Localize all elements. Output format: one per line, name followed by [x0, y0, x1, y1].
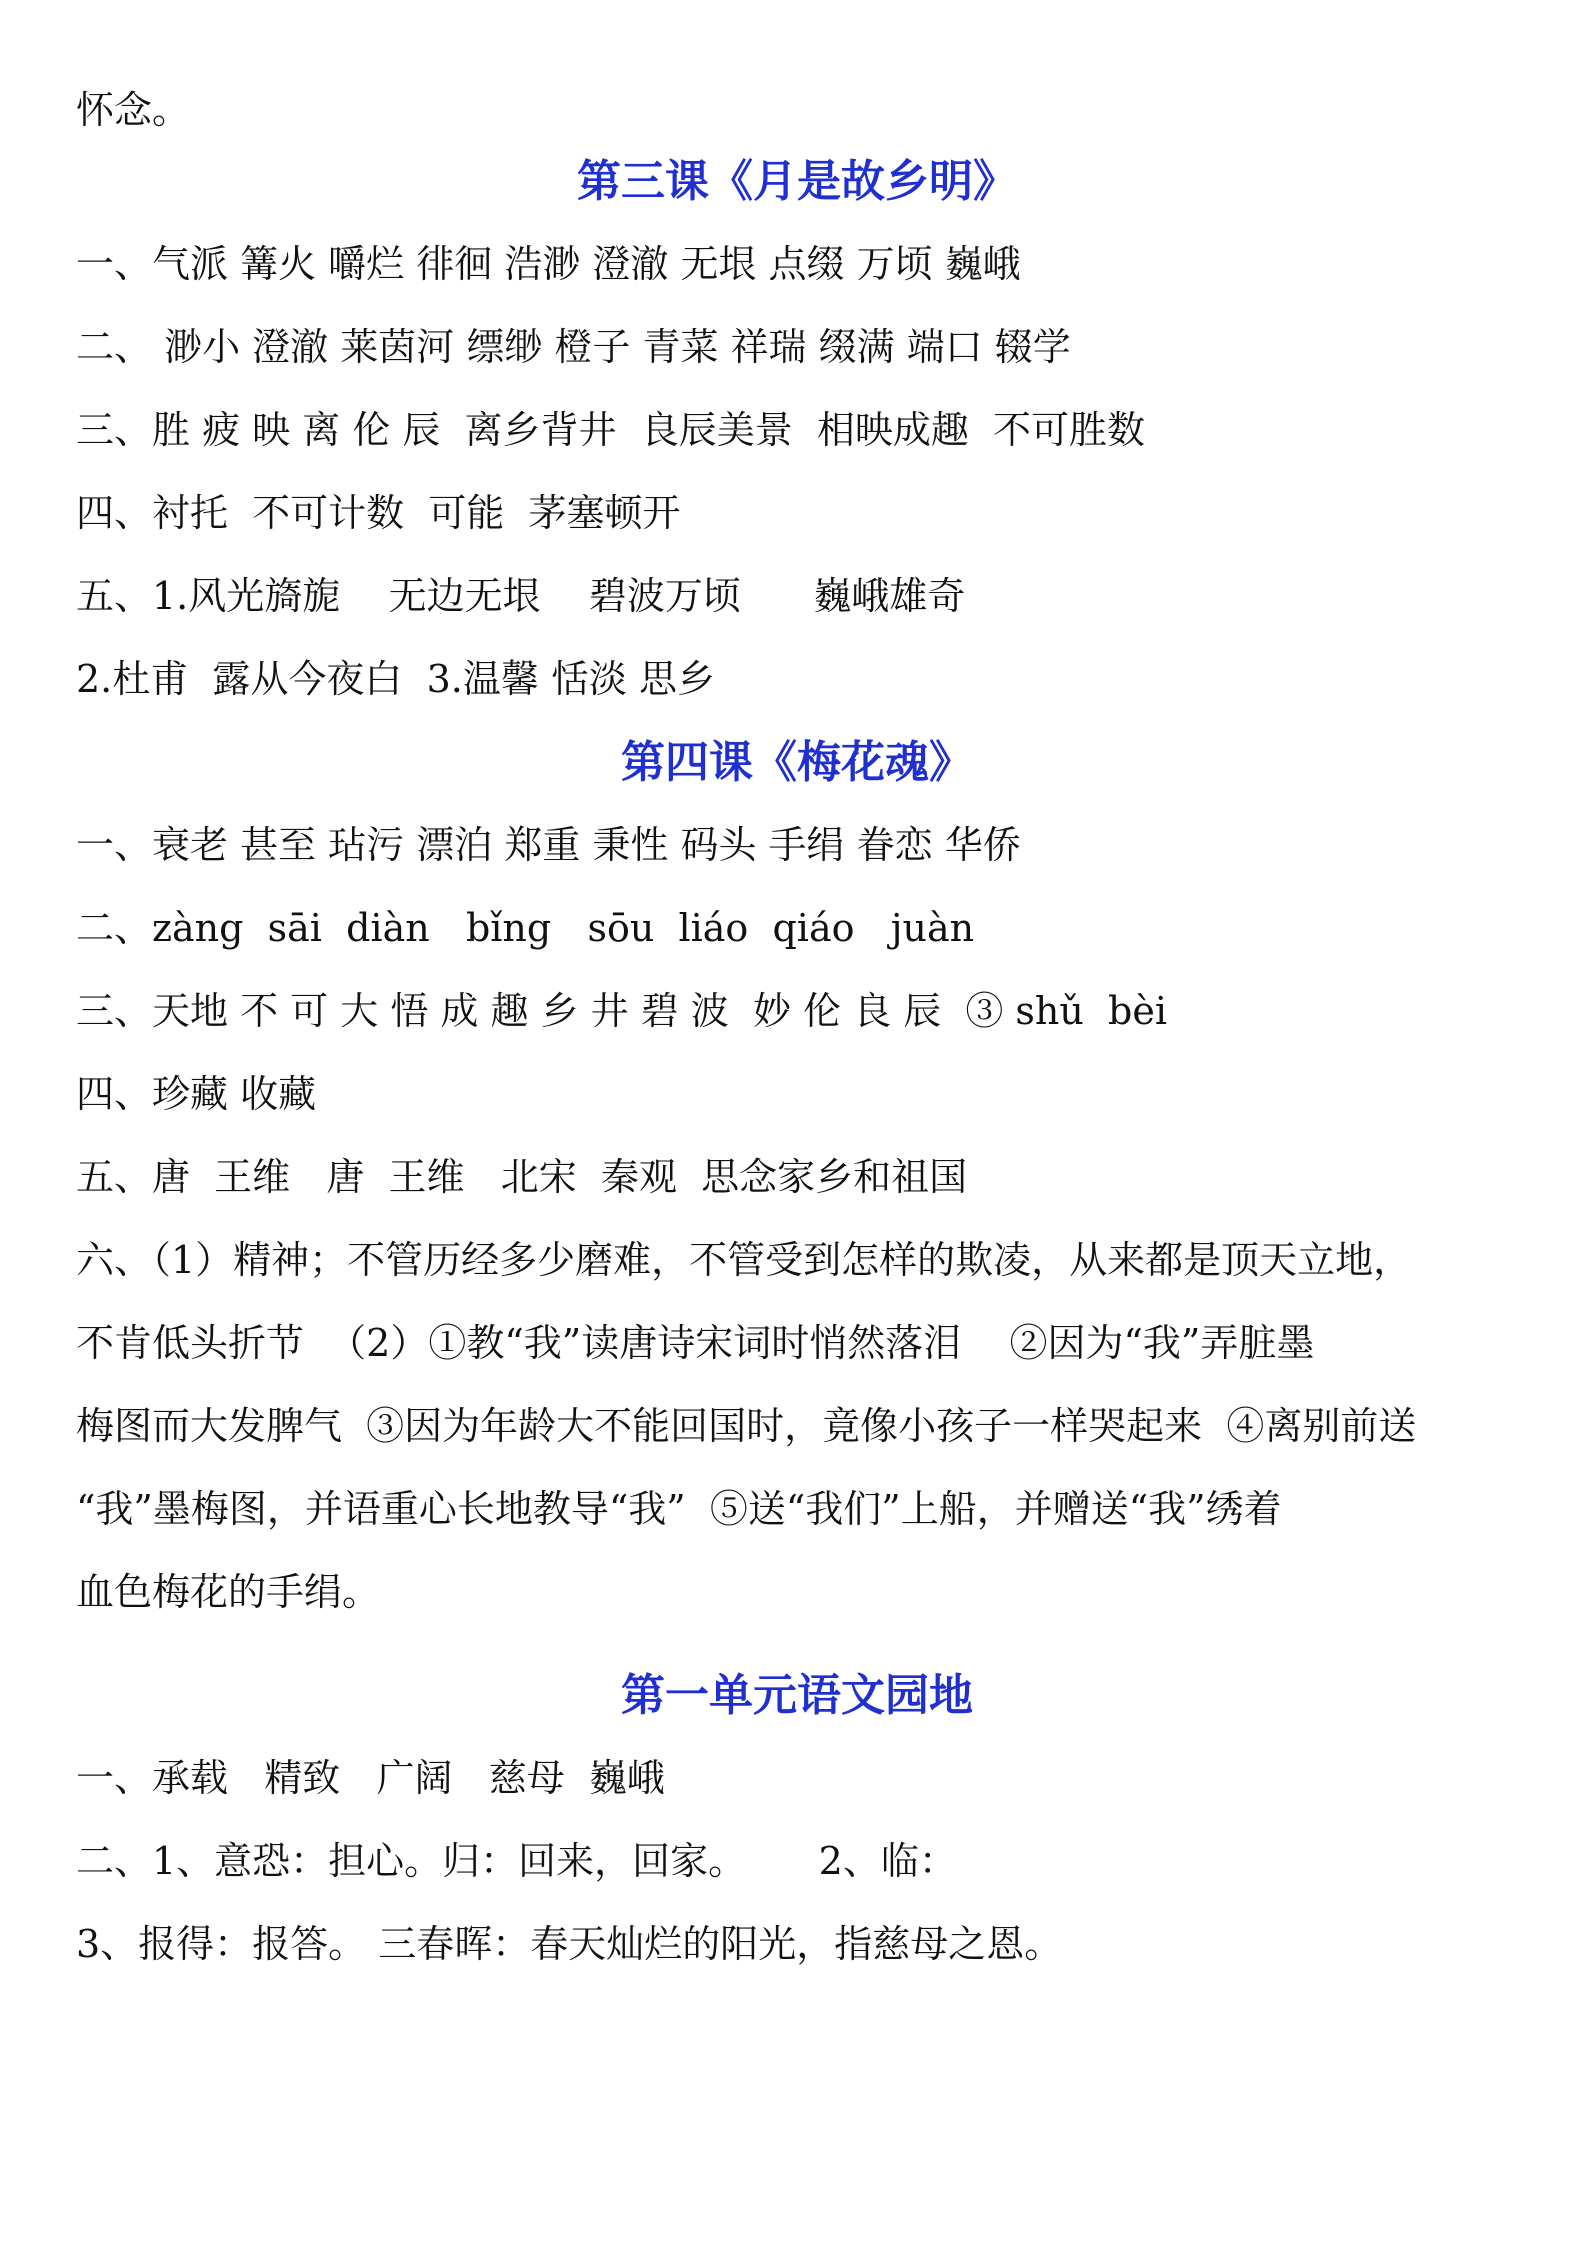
- lesson4-line-5: 五、唐 王维 唐 王维 北宋 秦观 思念家乡和祖国: [76, 1155, 968, 1199]
- unit1-line-3: 3、报得：报答。 三春晖：春天灿烂的阳光，指慈母之恩。: [76, 1922, 1063, 1966]
- unit1-line-1: 一、承载 精致 广阔 慈母 巍峨: [76, 1756, 665, 1800]
- lesson3-heading: 第三课《月是故乡明》: [577, 156, 1017, 207]
- unit1-row-3: [76, 1986, 1518, 2069]
- unit1-row-4: [76, 2069, 1518, 2152]
- lesson3-line-2: 二、 渺小 澄澈 莱茵河 缥缈 橙子 青菜 祥瑞 缀满 端口 辍学: [76, 325, 1071, 369]
- lesson4-line-9: “我”墨梅图，并语重心长地教导“我” ⑤送“我们”上船，并赠送“我”绣着: [76, 1487, 1282, 1531]
- unit1-line-2: 二、1、意恐：担心。归：回来，回家。 2、临：: [76, 1839, 957, 1883]
- lesson3-line-6: 2.杜甫 露从今夜白 3.温馨 恬淡 思乡: [76, 657, 715, 701]
- lesson4-line-6: 六、（1）精神；不管历经多少磨难，不管受到怎样的欺凌，从来都是顶天立地，: [76, 1238, 1412, 1282]
- lesson4-line-2: 二、zàng sāi diàn bǐng sōu liáo qiáo juàn: [76, 906, 975, 950]
- lesson4-line-4: 四、珍藏 收藏: [76, 1072, 317, 1116]
- lesson4-line-3: 三、天地 不 可 大 悟 成 趣 乡 井 碧 波 妙 伦 良 辰 ③ shǔ bèi: [76, 989, 1167, 1033]
- lesson4-line-1: 一、衰老 甚至 玷污 漂泊 郑重 秉性 码头 手绢 眷恋 华侨: [76, 823, 1021, 867]
- lesson4-line-7: 不肯低头折节 （2）①教“我”读唐诗宋词时悄然落泪 ②因为“我”弄脏墨: [76, 1321, 1315, 1365]
- lesson3-line-3: 三、胜 疲 映 离 伦 辰 离乡背井 良辰美景 相映成趣 不可胜数: [76, 408, 1146, 452]
- lesson3-line-5: 五、1.风光旖旎 无边无垠 碧波万顷 巍峨雄奇: [76, 574, 966, 618]
- intro-line: 怀念。: [76, 88, 191, 132]
- lesson4-heading: 第四课《梅花魂》: [621, 737, 973, 788]
- lesson3-line-1: 一、气派 篝火 嚼烂 徘徊 浩渺 澄澈 无垠 点缀 万顷 巍峨: [76, 242, 1021, 286]
- section-spacer: [76, 1634, 1518, 1654]
- unit1-heading: 第一单元语文园地: [621, 1670, 973, 1721]
- lesson4-line-8: 梅图而大发脾气 ③因为年龄大不能回国时，竟像小孩子一样哭起来 ④离别前送: [76, 1404, 1417, 1448]
- lesson3-line-4: 四、衬托 不可计数 可能 茅塞顿开: [76, 491, 681, 535]
- lesson4-line-10: 血色梅花的手绢。: [76, 1570, 381, 1614]
